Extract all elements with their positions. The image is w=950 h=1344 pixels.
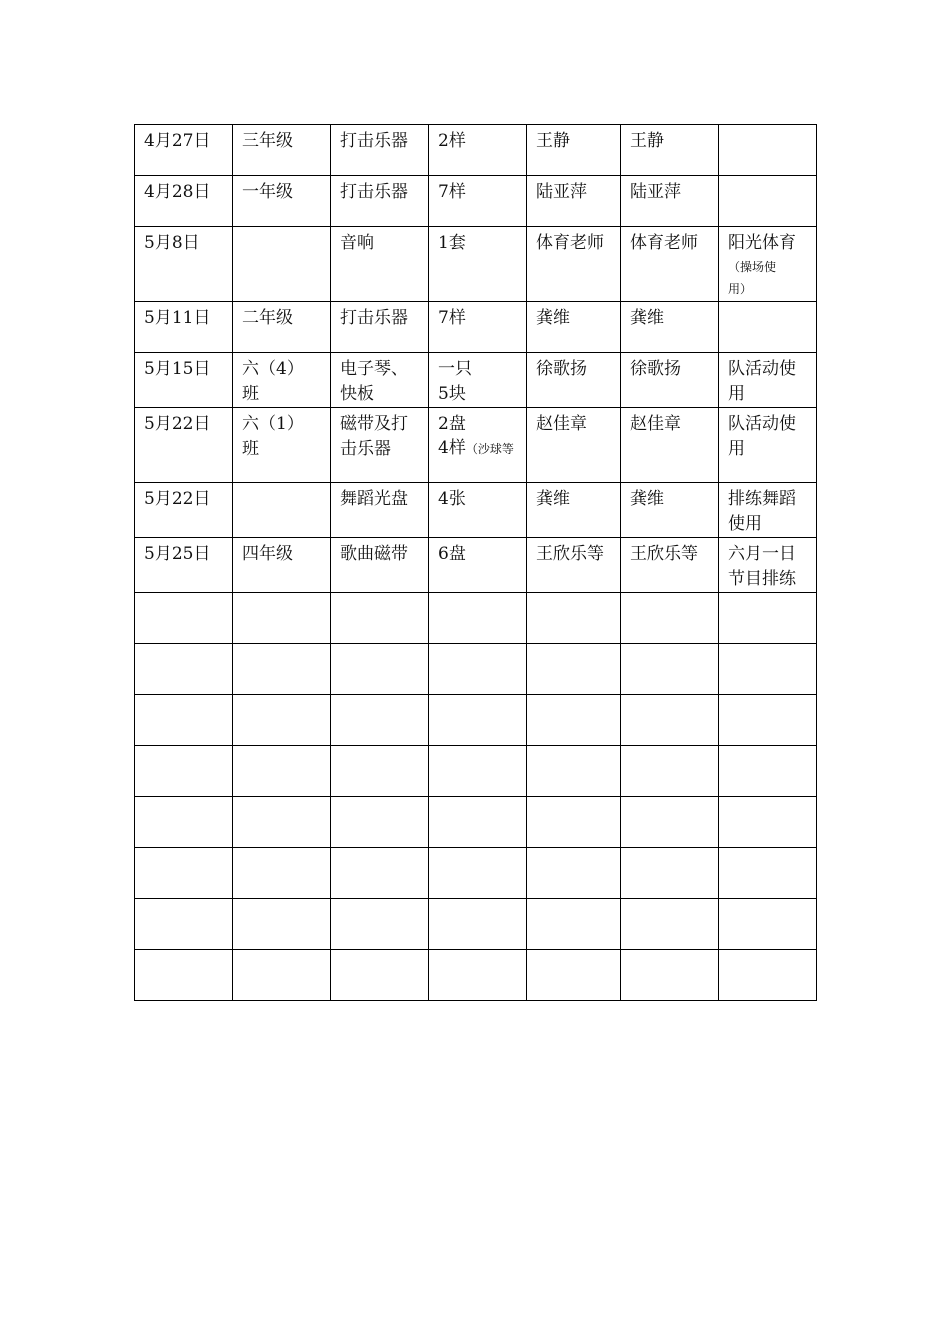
class-cell (233, 797, 331, 848)
remark-cell (719, 848, 817, 899)
borrower-cell (527, 593, 621, 644)
date-cell (135, 848, 233, 899)
table-row (135, 125, 817, 176)
class-cell (233, 483, 331, 538)
returner-cell: 徐歌扬 (621, 353, 719, 408)
quantity-cell: 2盘 4样（沙球等 (429, 408, 527, 483)
borrower-cell: 赵佳章 (527, 408, 621, 483)
quantity-note: （沙球等 (465, 442, 514, 456)
class-cell: 六（4）班 (233, 353, 331, 408)
returner-cell: 龚维 (621, 302, 719, 353)
date-cell (135, 593, 233, 644)
returner-cell: 赵佳章 (621, 408, 719, 483)
table-row (135, 353, 817, 408)
returner-cell: 陆亚萍 (621, 176, 719, 227)
item-cell: 打击乐器 (331, 176, 429, 227)
returner-cell (621, 746, 719, 797)
returner-cell (621, 848, 719, 899)
quantity-cell (429, 899, 527, 950)
class-cell: 一年级 (233, 176, 331, 227)
remark-cell: 队活动使用 (719, 353, 817, 408)
class-cell (233, 593, 331, 644)
remark-note: （操场使用） (728, 260, 777, 296)
remark-cell (719, 593, 817, 644)
quantity-cell (429, 746, 527, 797)
item-cell: 打击乐器 (331, 302, 429, 353)
borrower-cell: 龚维 (527, 483, 621, 538)
item-cell: 音响 (331, 227, 429, 302)
borrower-cell: 王欣乐等 (527, 538, 621, 593)
table-row (135, 227, 817, 302)
empty-table-row (135, 899, 817, 950)
remark-cell (719, 695, 817, 746)
quantity-cell: 4张 (429, 483, 527, 538)
returner-cell: 王静 (621, 125, 719, 176)
date-cell: 4月27日 (135, 125, 233, 176)
quantity-cell: 2样 (429, 125, 527, 176)
returner-cell: 龚维 (621, 483, 719, 538)
class-cell (233, 899, 331, 950)
returner-cell (621, 797, 719, 848)
item-cell (331, 797, 429, 848)
date-cell (135, 695, 233, 746)
table-row (135, 483, 817, 538)
item-cell (331, 695, 429, 746)
borrower-cell: 体育老师 (527, 227, 621, 302)
class-cell (233, 848, 331, 899)
date-cell (135, 746, 233, 797)
borrower-cell: 王静 (527, 125, 621, 176)
returner-cell: 王欣乐等 (621, 538, 719, 593)
quantity-cell: 一只 5块 (429, 353, 527, 408)
remark-cell (719, 125, 817, 176)
returner-cell (621, 899, 719, 950)
class-cell: 六（1）班 (233, 408, 331, 483)
remark-cell: 阳光体育 （操场使用） (719, 227, 817, 302)
empty-table-row (135, 950, 817, 1001)
quantity-cell (429, 644, 527, 695)
item-cell: 电子琴、快板 (331, 353, 429, 408)
returner-cell: 体育老师 (621, 227, 719, 302)
date-cell (135, 899, 233, 950)
empty-table-row (135, 848, 817, 899)
borrower-cell (527, 899, 621, 950)
empty-table-row (135, 746, 817, 797)
table-body (135, 125, 817, 1001)
remark-cell: 六月一日节目排练 (719, 538, 817, 593)
date-cell: 5月22日 (135, 408, 233, 483)
remark-cell (719, 950, 817, 1001)
table-row (135, 408, 817, 483)
quantity-cell: 1套 (429, 227, 527, 302)
quantity-cell: 6盘 (429, 538, 527, 593)
class-cell (233, 227, 331, 302)
quantity-cell (429, 695, 527, 746)
quantity-cell (429, 797, 527, 848)
class-cell: 二年级 (233, 302, 331, 353)
item-cell: 打击乐器 (331, 125, 429, 176)
remark-cell (719, 746, 817, 797)
class-cell (233, 644, 331, 695)
remark-cell (719, 644, 817, 695)
class-cell (233, 746, 331, 797)
item-cell (331, 950, 429, 1001)
item-cell (331, 746, 429, 797)
remark-cell (719, 899, 817, 950)
empty-table-row (135, 695, 817, 746)
table-row (135, 538, 817, 593)
date-cell (135, 797, 233, 848)
table-row (135, 176, 817, 227)
remark-cell (719, 302, 817, 353)
borrower-cell (527, 848, 621, 899)
class-cell (233, 950, 331, 1001)
borrower-cell (527, 695, 621, 746)
equipment-loan-table (134, 124, 817, 1001)
remark-cell: 排练舞蹈使用 (719, 483, 817, 538)
quantity-cell: 7样 (429, 176, 527, 227)
date-cell: 5月8日 (135, 227, 233, 302)
borrower-cell (527, 797, 621, 848)
table-row (135, 302, 817, 353)
empty-table-row (135, 797, 817, 848)
quantity-cell (429, 950, 527, 1001)
item-cell (331, 899, 429, 950)
remark-cell (719, 797, 817, 848)
returner-cell (621, 695, 719, 746)
borrower-cell (527, 746, 621, 797)
date-cell (135, 644, 233, 695)
borrower-cell: 陆亚萍 (527, 176, 621, 227)
borrower-cell: 龚维 (527, 302, 621, 353)
item-cell (331, 644, 429, 695)
item-cell: 磁带及打击乐器 (331, 408, 429, 483)
date-cell: 5月22日 (135, 483, 233, 538)
date-cell: 5月15日 (135, 353, 233, 408)
date-cell: 4月28日 (135, 176, 233, 227)
date-cell (135, 950, 233, 1001)
class-cell: 四年级 (233, 538, 331, 593)
remark-cell (719, 176, 817, 227)
empty-table-row (135, 593, 817, 644)
class-cell: 三年级 (233, 125, 331, 176)
returner-cell (621, 950, 719, 1001)
class-cell (233, 695, 331, 746)
item-cell: 舞蹈光盘 (331, 483, 429, 538)
item-cell: 歌曲磁带 (331, 538, 429, 593)
borrower-cell (527, 950, 621, 1001)
empty-table-row (135, 644, 817, 695)
returner-cell (621, 593, 719, 644)
date-cell: 5月11日 (135, 302, 233, 353)
borrower-cell: 徐歌扬 (527, 353, 621, 408)
quantity-cell (429, 848, 527, 899)
item-cell (331, 848, 429, 899)
returner-cell (621, 644, 719, 695)
borrower-cell (527, 644, 621, 695)
quantity-cell: 7样 (429, 302, 527, 353)
remark-cell: 队活动使用 (719, 408, 817, 483)
quantity-cell (429, 593, 527, 644)
date-cell: 5月25日 (135, 538, 233, 593)
item-cell (331, 593, 429, 644)
